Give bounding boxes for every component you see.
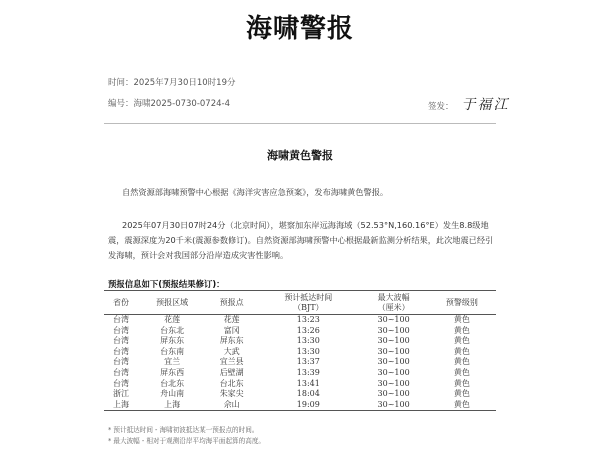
forecast-table: [104, 290, 496, 411]
table-row: 台湾 屏东东 屏东东 13:30 30~100 黄色: [113, 336, 470, 346]
alert-subtitle: 海啸黄色警报: [267, 149, 333, 162]
issue-time: 时间：2025年7月30日10时19分: [108, 78, 236, 88]
column-header-point: 预报点: [219, 297, 244, 307]
alert-number: 编号：海啸2025-0730-0724-4: [108, 99, 231, 109]
alert-paragraph-details: 2025年07月30日07时24分（北京时间），堪察加东岸远海海域（52.53°N,160.16°E）发生8.8级地震，震源深度为20千米(震源参数修订)。自然资源部海啸预警中心根据最新监测分析结果，此次地震已经引发海啸，预计会对我国部分沿岸造成灾害性影响。: [108, 220, 494, 260]
footnote-max-amplitude: * 最大波幅 - 相对于观测沿岸平均海平面起算的高度。: [108, 437, 266, 445]
table-row: 台湾 台北东 台北东 13:41 30~100 黄色: [113, 378, 470, 388]
table-row: 台湾 宜兰 宜兰县 13:37 30~100 黄色: [113, 357, 470, 367]
table-row: 上海 上海 佘山 19:09 30~100 黄色: [104, 400, 496, 411]
forecast-heading: 预报信息如下(预报结果修订)：: [108, 279, 225, 289]
column-header-province: 省份: [113, 297, 130, 307]
table-row: 台湾 台东南 大武 13:30 30~100 黄色: [113, 346, 470, 356]
header-divider: [104, 123, 496, 124]
table-header-row: [104, 291, 496, 315]
column-header-level: 预警级别: [445, 297, 478, 307]
forecast-table-container: [104, 290, 496, 411]
table-row: 台湾 花莲 花莲 13:23 30~100 黄色: [113, 315, 470, 324]
table-row: 浙江 舟山南 朱家尖 18:04 30~100 黄色: [113, 389, 470, 399]
column-header-arrival: 预计抵达时间 （BJT）: [284, 292, 333, 312]
column-header-amplitude: 最大波幅 （厘米）: [377, 292, 410, 312]
signature: [428, 94, 510, 114]
footnotes: [108, 425, 265, 447]
alert-paragraph-intro: 自然资源部海啸预警中心根据《海洋灾害应急预案》，发布海啸黄色警报。: [122, 187, 389, 197]
table-row: 台湾 屏东西 后壁湖 13:39 30~100 黄色: [113, 367, 470, 377]
page-title: 海啸警报: [245, 14, 354, 44]
signature-label: 签发：: [428, 102, 454, 112]
table-row: 台湾 台东北 富冈 13:26 30~100 黄色: [113, 325, 470, 335]
column-header-area: 预报区域: [156, 297, 189, 307]
footnote-arrival-time: * 预计抵达时间 - 海啸初波抵达某一预报点的时间。: [108, 426, 259, 434]
signature-name: 于福江: [461, 97, 510, 113]
